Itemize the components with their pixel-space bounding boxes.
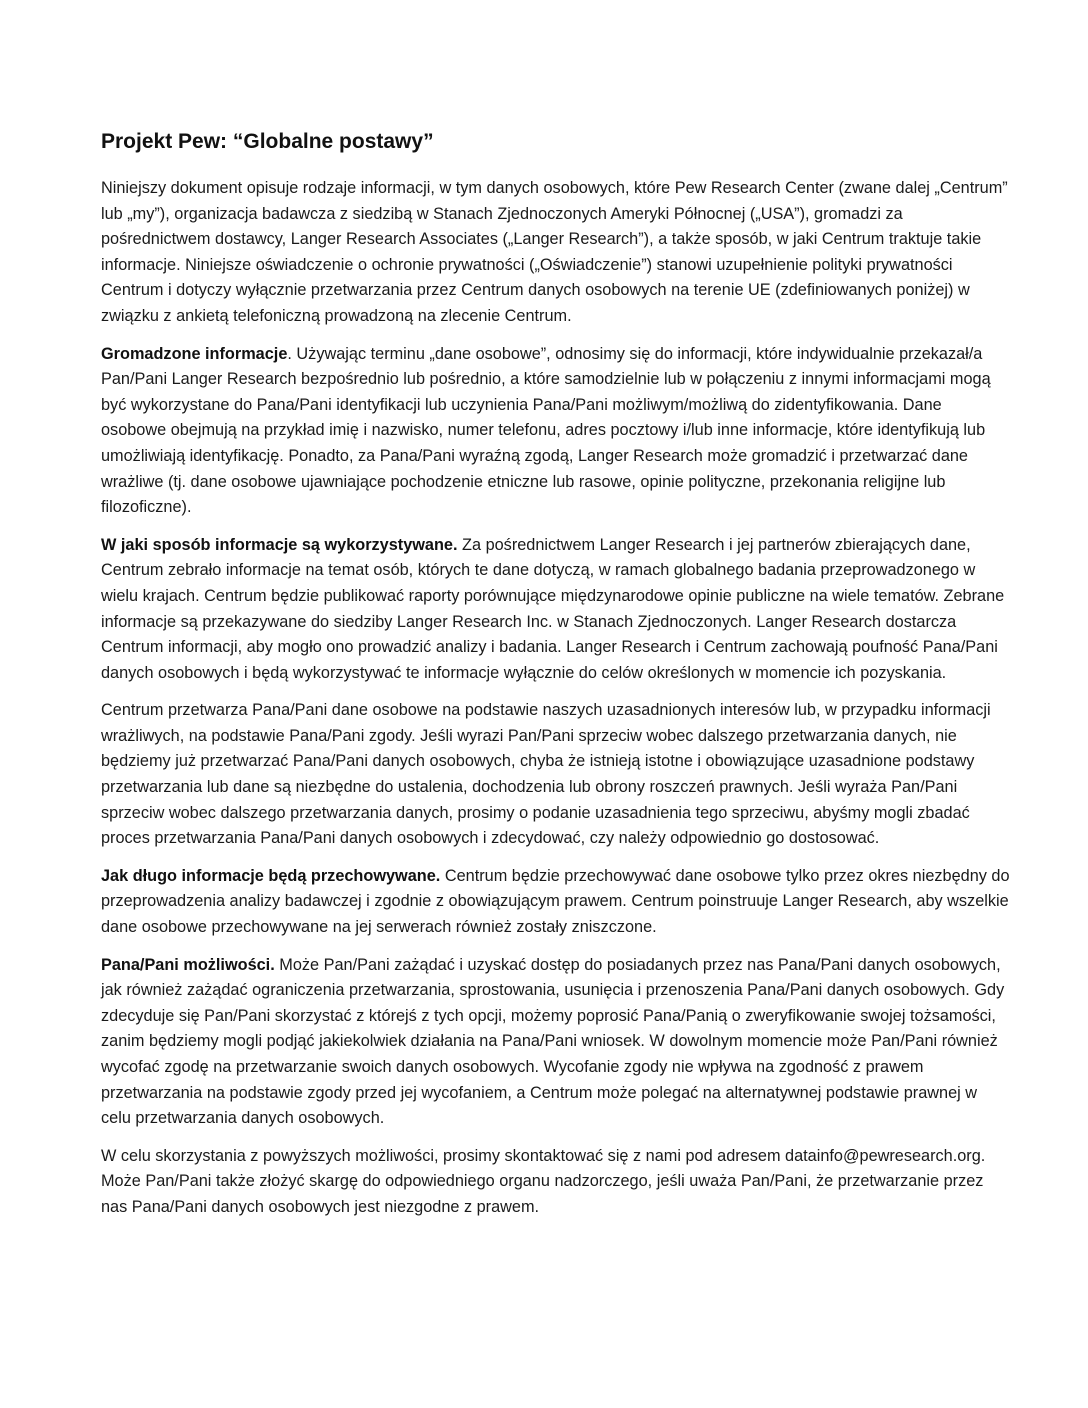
paragraph-rights <box>101 953 1011 1132</box>
paragraph-heading: Pana/Pani możliwości. <box>101 955 275 974</box>
paragraph-text: . Używając terminu „dane osobowe”, odnosimy się do informacji, które indywidualnie przekazał/a Pan/Pani Langer Research bezpośrednio lub pośrednio, a które samodzielnie lub w połączeniu z innymi informacjami mogą być wykorzystane do Pana/Pani identyfikacji lub uczynienia Pana/Pani możliwym/możliwą do zidentyfikowania. Dane osobowe obejmują na przykład imię i nazwisko, numer telefonu, adres pocztowy i/lub inne informacje, które identyfikują lub umożliwiają identyfikację. Ponadto, za Pana/Pani wyraźną zgodą, Langer Research może gromadzić i przetwarzać dane wrażliwe (tj. dane osobowe ujawniające pochodzenie etniczne lub rasowe, opinie polityczne, przekonania religijne lub filozoficzne). <box>101 344 991 517</box>
paragraph-retention <box>101 864 1011 941</box>
paragraph-contact <box>101 1144 1011 1221</box>
paragraph-text: Może Pan/Pani zażądać i uzyskać dostęp do posiadanych przez nas Pana/Pani danych osobowych, jak również zażądać ograniczenia przetwarzania, sprostowania, usunięcia i przenoszenia Pana/Pani danych osobowych. Gdy zdecyduje się Pan/Pani skorzystać z którejś z tych opcji, możemy poprosić Pana/Panią o zweryfikowanie swojej tożsamości, zanim będziemy mogli podjąć jakiekolwiek działania na Pana/Pani wniosek. W dowolnym momencie może Pan/Pani również wycofać zgodę na przetwarzanie swoich danych osobowych. Wycofanie zgody nie wpływa na zgodność z prawem przetwarzania na podstawie zgody przed jej wycofaniem, a Centrum może polegać na alternatywnej podstawie prawnej w celu przetwarzania danych osobowych. <box>101 955 1005 1128</box>
document-page <box>101 128 1011 1233</box>
paragraph-heading: Gromadzone informacje <box>101 344 288 363</box>
paragraph-text: Centrum przetwarza Pana/Pani dane osobowe na podstawie naszych uzasadnionych interesów lub, w przypadku informacji wrażliwych, na podstawie Pana/Pani zgody. Jeśli wyrazi Pan/Pani sprzeciw wobec dalszego przetwarzania danych, nie będziemy już przetwarzać Pana/Pani danych osobowych, chyba że istnieją istotne i obowiązujące uzasadnione podstawy przetwarzania lub dane są niezbędne do ustalenia, dochodzenia lub obrony roszczeń prawnych. Jeśli wyraża Pan/Pani sprzeciw wobec dalszego przetwarzania danych, prosimy o podanie uzasadnienia tego sprzeciwu, abyśmy mogli zbadać proces przetwarzania Pana/Pani danych osobowych i zdecydować, czy należy odpowiednio go dostosować. <box>101 701 991 848</box>
paragraph-legal-basis <box>101 698 1011 852</box>
paragraph-intro <box>101 176 1011 330</box>
paragraph-heading: W jaki sposób informacje są wykorzystywane. <box>101 535 458 554</box>
document-title: Projekt Pew: “Globalne postawy” <box>101 130 434 153</box>
paragraph-text: W celu skorzystania z powyższych możliwości, prosimy skontaktować się z nami pod adresem datainfo@pewresearch.org. Może Pan/Pani także złożyć skargę do odpowiedniego organu nadzorczego, jeśli uważa Pan/Pani, że przetwarzanie przez nas Pana/Pani danych osobowych jest niezgodne z prawem. <box>101 1146 986 1216</box>
paragraph-collected-information <box>101 342 1011 521</box>
paragraph-text: Centrum będzie przechowywać dane osobowe tylko przez okres niezbędny do przeprowadzenia analizy badawczej i zgodnie z obowiązującym prawem. Centrum poinstruuje Langer Research, aby wszelkie dane osobowe przechowywane na jej serwerach również zostały zniszczone. <box>101 866 1010 937</box>
paragraph-text: Za pośrednictwem Langer Research i jej partnerów zbierających dane, Centrum zebrało informacje na temat osób, których te dane dotyczą, w ramach globalnego badania przeprowadzonego w wielu krajach. Centrum będzie publikować raporty porównujące międzynarodowe opinie publiczne na wiele tematów. Zebrane informacje są przekazywane do siedziby Langer Research Inc. w Stanach Zjednoczonych. Langer Research dostarcza Centrum informacji, aby mogło ono prowadzić analizy i badania. Langer Research i Centrum zachowają poufność Pana/Pani danych osobowych i będą wykorzystywać te informacje wyłącznie do celów określonych w momencie ich pozyskania. <box>101 535 1005 682</box>
paragraph-how-used <box>101 533 1011 687</box>
paragraph-heading: Jak długo informacje będą przechowywane. <box>101 866 441 885</box>
paragraph-text: Niniejszy dokument opisuje rodzaje informacji, w tym danych osobowych, które Pew Research Center (zwane dalej „Centrum” lub „my”), organizacja badawcza z siedzibą w Stanach Zjednoczonych Ameryki Północnej („USA”), gromadzi za pośrednictwem dostawcy, Langer Research Associates („Langer Research”), a także sposób, w jaki Centrum traktuje takie informacje. Niniejsze oświadczenie o ochronie prywatności („Oświadczenie”) stanowi uzupełnienie polityki prywatności Centrum i dotyczy wyłącznie przetwarzania przez Centrum danych osobowych na terenie UE (zdefiniowanych poniżej) w związku z ankietą telefoniczną prowadzoną na zlecenie Centrum. <box>101 179 1008 325</box>
